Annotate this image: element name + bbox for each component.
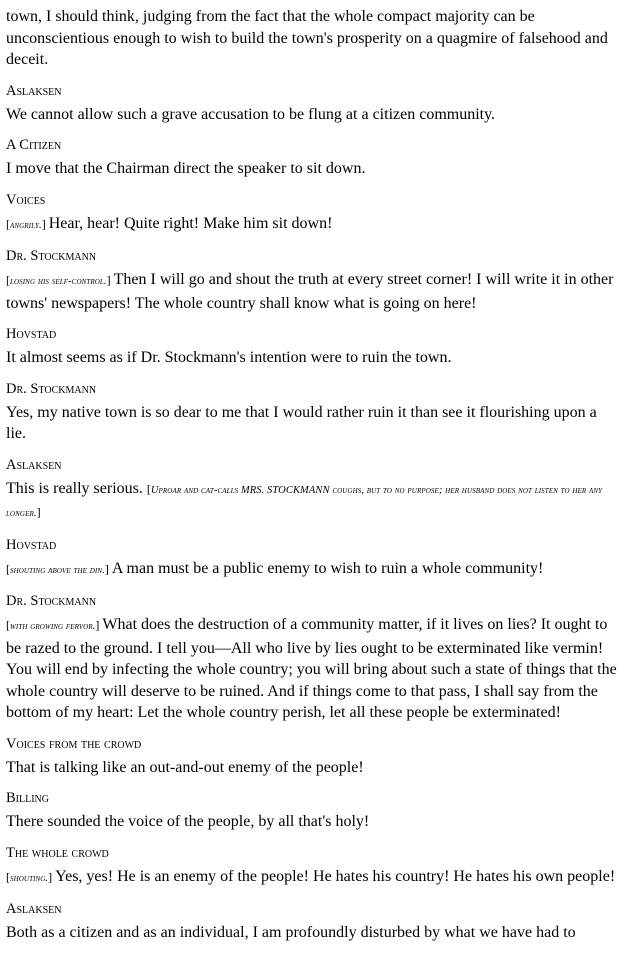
speaker-name: Aslaksen: [6, 901, 62, 917]
speaker-name: Billing: [6, 790, 49, 806]
speech-line: [6, 213, 620, 237]
speech-line: [6, 104, 620, 126]
stage-direction: with growing fervor.: [10, 621, 96, 632]
speaker-name: Hovstad: [6, 536, 57, 553]
speech-line: [6, 558, 620, 582]
speaker-name: The whole crowd: [6, 844, 109, 861]
bracket-close: ]: [106, 273, 114, 287]
bracket-open: [: [6, 869, 10, 884]
speech-text: A man must be a public enemy to wish to ruin a whole community!: [111, 559, 544, 577]
speech-line: [6, 811, 620, 833]
speech-text: Then I will go and shout the truth at every street corner! I will write it in other towns' newspapers! The whole country shall know what is going on here!: [6, 271, 614, 312]
bracket-close: ]: [48, 869, 56, 884]
speaker-name: Aslaksen: [6, 456, 62, 473]
bracket-open: [: [146, 481, 151, 496]
speech-text: Hear, hear! Quite right! Make him sit down!: [48, 214, 333, 232]
dialogue-block: [6, 325, 620, 369]
speech-line: [6, 614, 620, 724]
speech-text: Yes, yes! He is an enemy of the people! He hates his country! He hates his own people!: [55, 867, 616, 885]
dialogue-block: [6, 789, 620, 833]
speech-text: We cannot allow such a grave accusation to be flung at a citizen community.: [6, 105, 496, 123]
dialogue-block: [6, 536, 620, 582]
speech-text: This is really serious.: [6, 479, 143, 497]
speech-text: What does the destruction of a community matter, if it lives on lies? It ought to be razed to the ground. I tell you—All who live by lies ought to be exterminated like vermin! You will end by infecting the whole country; you will bring about such a state of things that the whole country will deserve to be ruined. And if things come to that pass, I shall say from the bottom of my heart: Let the whole country perish, let all these people be exterminated!: [6, 616, 617, 721]
speaker-name: Voices: [6, 191, 46, 208]
bracket-close: ]: [104, 561, 112, 576]
dialogue-block: [6, 592, 620, 724]
speech-line: [6, 757, 620, 779]
speaker-name: Voices from the crowd: [6, 735, 142, 752]
dialogue-block: [6, 191, 620, 237]
stage-direction: angrily.: [10, 219, 42, 231]
speaker-name: Hovstad: [6, 326, 57, 342]
dialogue-block: [6, 844, 620, 890]
speech-text: It almost seems as if Dr. Stockmann's intention were to ruin the town.: [6, 349, 452, 366]
bracket-close: ]: [95, 618, 103, 632]
stage-direction: shouting above the din.: [10, 564, 105, 576]
bracket-open: [: [6, 273, 10, 287]
stage-direction: shouting.: [10, 872, 49, 884]
dialogue-block: [6, 456, 620, 525]
speech-line: [6, 269, 620, 314]
speaker-name: Aslaksen: [6, 82, 62, 99]
speech-line: [6, 158, 620, 180]
speech-text: There sounded the voice of the people, by all that's holy!: [6, 813, 370, 830]
speech-line: [6, 866, 620, 890]
speaker-name: Dr. Stockmann: [6, 593, 97, 609]
bracket-open: [: [6, 216, 10, 231]
speaker-name: Dr. Stockmann: [6, 380, 97, 397]
speech-line: [6, 347, 620, 369]
speech-continuation: town, I should think, judging from the fact that the whole compact majority can be unconscientious enough to wish to build the town's prosperity on a quagmire of falsehood and deceit.: [6, 8, 608, 68]
speech-line: [6, 922, 620, 944]
speaker-name: A Citizen: [6, 137, 62, 153]
dialogue-block: [6, 900, 620, 944]
dialogue-list: [6, 82, 620, 944]
bracket-close: ]: [36, 505, 41, 519]
speech-line: [6, 478, 620, 525]
speech-text: I move that the Chairman direct the speaker to sit down.: [6, 160, 366, 177]
speech-text: Both as a citizen and as an individual, I am profoundly disturbed by what we have had to: [6, 924, 576, 941]
bracket-open: [: [6, 618, 10, 632]
speech-text: That is talking like an out-and-out enemy of the people!: [6, 758, 364, 776]
bracket-open: [: [6, 561, 10, 576]
dialogue-block: [6, 735, 620, 779]
bracket-close: ]: [41, 216, 49, 231]
speaker-name: Dr. Stockmann: [6, 248, 97, 264]
speech-text: Yes, my native town is so dear to me that I would rather ruin it than see it flourishing upon a lie.: [6, 403, 597, 442]
stage-direction: losing his self-control.: [10, 276, 107, 287]
speech-line: [6, 402, 620, 445]
dialogue-block: [6, 380, 620, 445]
dialogue-block: [6, 136, 620, 180]
stage-direction: Uproar and cat-calls MRS. STOCKMANN coughs, but to no purpose; her husband does not listen to her any longer.: [6, 484, 603, 519]
dialogue-block: [6, 82, 620, 126]
dialogue-block: [6, 247, 620, 314]
play-page: [6, 6, 620, 955]
